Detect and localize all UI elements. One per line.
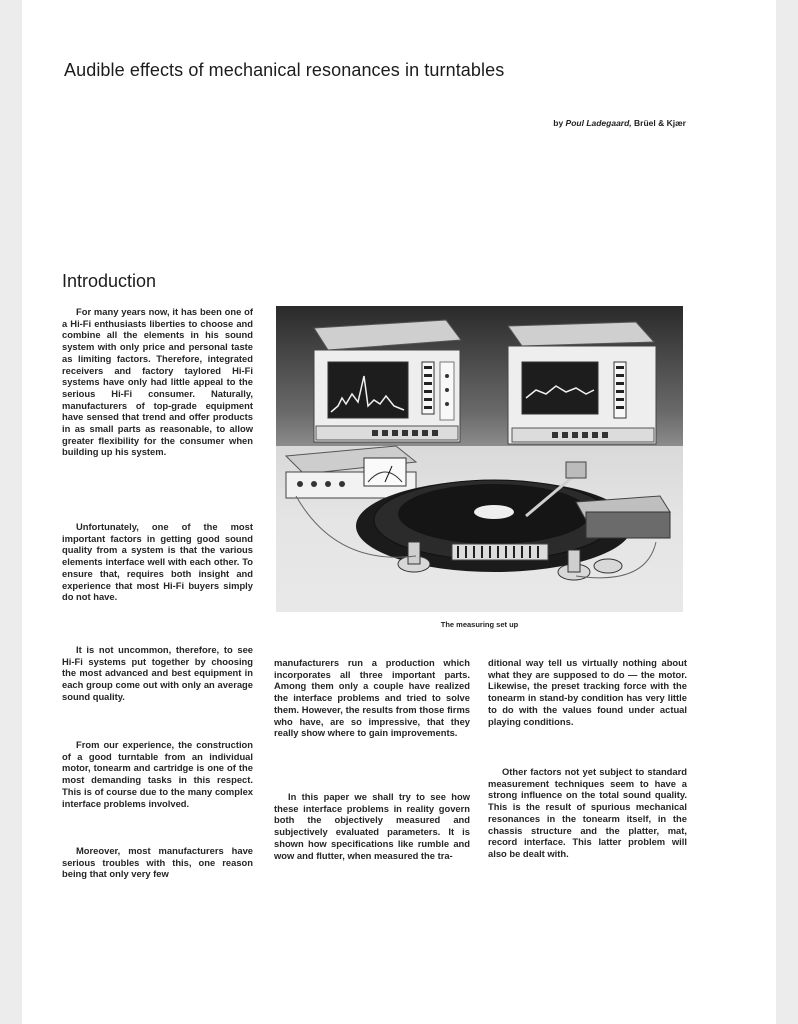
paragraph: Unfortunately, one of the most important factors in getting good sound quality from a system is that the various elements interface well with each other. To ensure that, requires both insight and experience that most Hi-Fi buyers simply do not have. <box>62 521 253 603</box>
byline <box>553 118 686 128</box>
byline-author: Poul Ladegaard, <box>565 118 632 128</box>
paragraph: It is not uncommon, therefore, to see Hi-Fi systems put together by choosing the most advanced and best equipment in each group come out with only an average sound quality. <box>62 644 253 702</box>
byline-org: Brüel & Kjær <box>631 118 686 128</box>
figure-caption: The measuring set up <box>440 620 519 629</box>
section-heading: Introduction <box>62 271 157 291</box>
measuring-setup-photo <box>276 306 683 612</box>
paragraph: ditional way tell us virtually nothing about what they are supposed to do — the motor. Likewise, the preset tracking force with the tonearm in stand-by condition has very little to do with the values found under actual playing conditions. <box>488 657 687 727</box>
paragraph: Other factors not yet subject to standard measurement techniques seem to have a strong influence on the total sound quality. This is the result of spurious mechanical resonances in the tonearm itself, in the chassis structure and the platter, mat, record interface. This latter problem will also be dealt with. <box>488 766 687 859</box>
paragraph: manufacturers run a production which incorporates all three important parts. Among them only a couple have realized the interface problems and tried to solve them. However, the results from those firms who have, are so impressive, that they really show where to gain improvements. <box>274 657 470 739</box>
paragraph: In this paper we shall try to see how these interface problems in reality govern both the objectively measured and subjectively evaluated parameters. It is shown how specifications like rumble and wow and flutter, when measured the tra- <box>274 791 470 861</box>
turntable-equipment-illustration <box>276 306 683 612</box>
paper-page <box>22 0 776 1024</box>
paragraph: From our experience, the construction of a good turntable from an individual motor, tonearm and cartridge is one of the most demanding tasks in this respect. This is of course due to the many complex interface problems involved. <box>62 739 253 809</box>
byline-prefix: by <box>553 118 566 128</box>
paper-title: Audible effects of mechanical resonances in turntables <box>64 60 505 80</box>
paragraph: For many years now, it has been one of a Hi-Fi enthusiasts liberties to choose and combine all the elements in his sound system with only price and personal taste as limiting factors. Therefore, integrated receivers and factory taylored Hi-Fi systems have only had little appeal to the serious Hi-Fi consumer. Naturally, manufacturers of top-grade equipment have sensed that trend and offer products in as small parts as reasonable, to allow greater flexibility for the consumer when building up his system. <box>62 306 253 458</box>
paragraph: Moreover, most manufacturers have serious troubles with this, one reason being that only very few <box>62 845 253 880</box>
